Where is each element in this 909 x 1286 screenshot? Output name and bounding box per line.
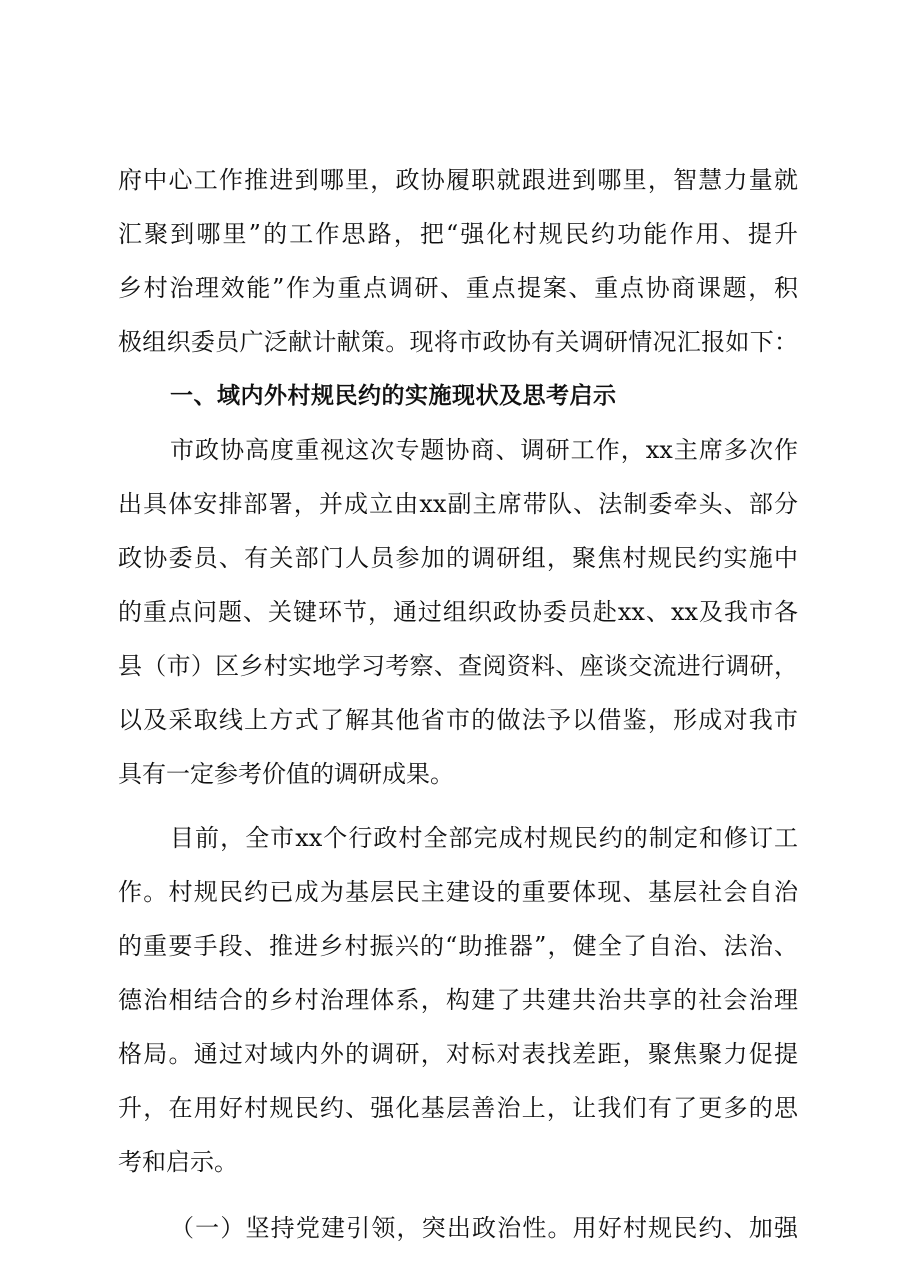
paragraph-line: 作。村规民约已成为基层民主建设的重要体现、基层社会自治 [118, 878, 798, 906]
paragraph-line: 政协委员、有关部门人员参加的调研组，聚焦村规民约实施中 [118, 544, 798, 572]
document-body [118, 153, 798, 1255]
paragraph-line: 升，在用好村规民约、强化基层善治上，让我们有了更多的思 [118, 1094, 798, 1122]
paragraph-line: 的重点问题、关键环节，通过组织政协委员赴xx、xx及我市各 [118, 598, 798, 626]
paragraph-line: 极组织委员广泛献计献策。现将市政协有关调研情况汇报如下： [118, 328, 798, 356]
paragraph-line: 汇聚到哪里”的工作思路，把“强化村规民约功能作用、提升 [118, 220, 798, 248]
paragraph-line: 考和启示。 [118, 1148, 238, 1176]
paragraph-line: 德治相结合的乡村治理体系，构建了共建共治共享的社会治理 [118, 986, 798, 1014]
paragraph-line: 出具体安排部署，并成立由xx副主席带队、法制委牵头、部分 [118, 490, 798, 518]
paragraph-line: 县（市）区乡村实地学习考察、查阅资料、座谈交流进行调研， [118, 652, 798, 680]
paragraph-line: 以及采取线上方式了解其他省市的做法予以借鉴，形成对我市 [118, 706, 798, 734]
paragraph-line: 市政协高度重视这次专题协商、调研工作，xx主席多次作 [170, 436, 798, 464]
paragraph-line: 格局。通过对域内外的调研，对标对表找差距，聚焦聚力促提 [118, 1040, 798, 1068]
paragraph-line: 府中心工作推进到哪里，政协履职就跟进到哪里，智慧力量就 [118, 166, 798, 194]
subsection-line: （一）坚持党建引领，突出政治性。用好村规民约、加强 [170, 1214, 798, 1242]
paragraph-line: 具有一定参考价值的调研成果。 [118, 760, 454, 788]
section-heading: 一、域内外村规民约的实施现状及思考启示 [170, 383, 617, 409]
paragraph-line: 乡村治理效能”作为重点调研、重点提案、重点协商课题，积 [118, 274, 798, 302]
paragraph-line: 的重要手段、推进乡村振兴的“助推器”，健全了自治、法治、 [118, 932, 798, 960]
paragraph-line: 目前，全市xx个行政村全部完成村规民约的制定和修订工 [170, 824, 798, 852]
